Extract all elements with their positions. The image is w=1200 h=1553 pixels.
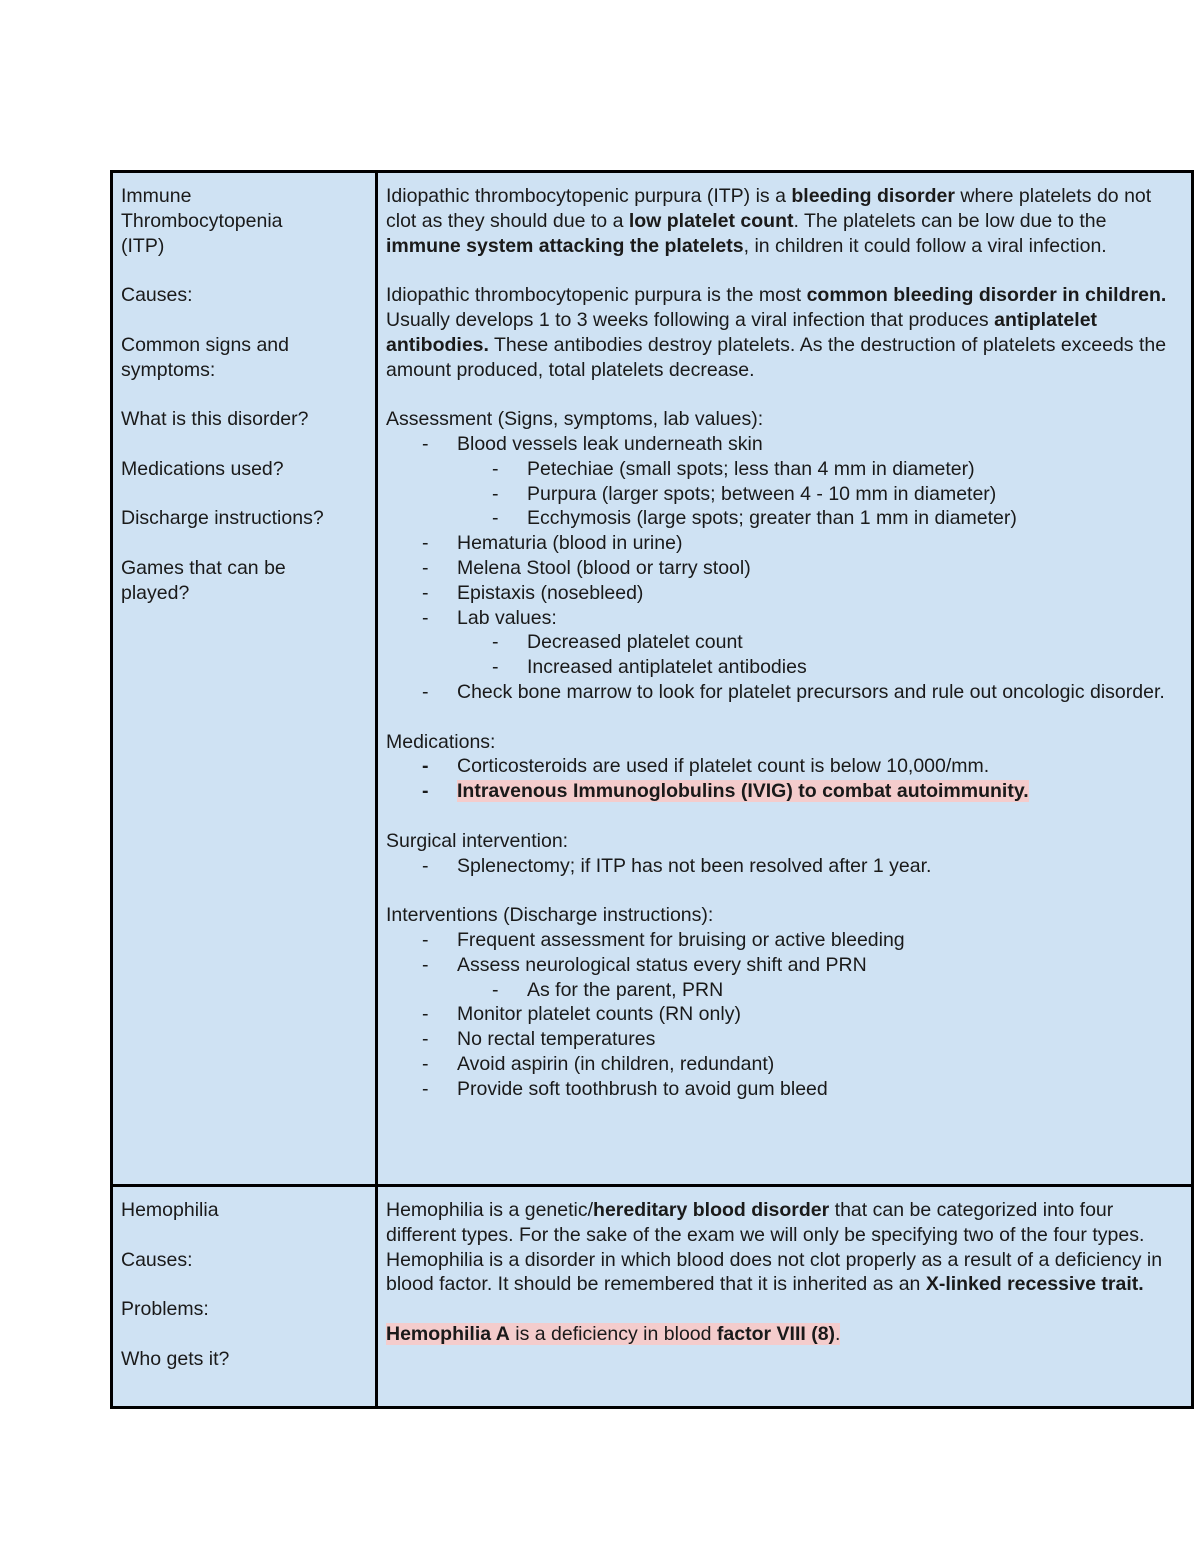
assessment-heading: Assessment (Signs, symptoms, lab values): bbox=[386, 408, 764, 431]
list-item: - Check bone marrow to look for platelet precursors and rule out oncologic disorder. bbox=[422, 680, 1165, 703]
list-item: - Splenectomy; if ITP has not been resolved after 1 year. bbox=[422, 854, 932, 877]
itp-signs-label: Common signs and symptoms: bbox=[121, 333, 289, 381]
list-item: - As for the parent, PRN bbox=[492, 978, 724, 1001]
itp-right-cell bbox=[377, 172, 1193, 1186]
disorder-table bbox=[110, 170, 1194, 1409]
interventions-heading: Interventions (Discharge instructions): bbox=[386, 904, 714, 927]
itp-what-label: What is this disorder? bbox=[121, 408, 309, 431]
table-row bbox=[112, 1186, 1193, 1408]
itp-causes-label: Causes: bbox=[121, 284, 193, 307]
list-item: - No rectal temperatures bbox=[422, 1028, 656, 1051]
itp-overview-paragraph: Idiopathic thrombocytopenic purpura is the most common bleeding disorder in children. Usually develops 1 to 3 weeks following a viral infection that produces antiplatelet antibodies. These antibodies destroy platelets. As the destruction of platelets exceeds the amount produced, total platelets decrease. bbox=[386, 284, 1167, 381]
medications-heading: Medications: bbox=[386, 730, 496, 753]
table-row bbox=[112, 172, 1193, 1186]
list-item: - Blood vessels leak underneath skin bbox=[422, 432, 763, 455]
hemophilia-a-paragraph bbox=[386, 1322, 1183, 1347]
list-item: - Hematuria (blood in urine) bbox=[422, 532, 683, 555]
list-item: - Purpura (larger spots; between 4 - 10 mm in diameter) bbox=[492, 482, 997, 505]
itp-meds-label: Medications used? bbox=[121, 457, 284, 480]
hemophilia-left-cell bbox=[112, 1186, 377, 1408]
list-item: - Frequent assessment for bruising or active bleeding bbox=[422, 928, 905, 951]
itp-discharge-label: Discharge instructions? bbox=[121, 507, 324, 530]
hemophilia-who-label: Who gets it? bbox=[121, 1347, 230, 1370]
itp-games-label: Games that can be played? bbox=[121, 556, 286, 604]
list-item: - Ecchymosis (large spots; greater than 1 mm in diameter) bbox=[492, 507, 1017, 530]
list-item: - Increased antiplatelet antibodies bbox=[492, 656, 807, 679]
hemophilia-causes-label: Causes: bbox=[121, 1248, 193, 1271]
itp-definition-paragraph: Idiopathic thrombocytopenic purpura (ITP) is a bleeding disorder where platelets do not clot as they should due to a low platelet count. The platelets can be low due to the immune system attacking the platelets, in children it could follow a viral infection. bbox=[386, 185, 1152, 257]
list-item: - Provide soft toothbrush to avoid gum bleed bbox=[422, 1077, 828, 1100]
list-item: - Petechiae (small spots; less than 4 mm in diameter) bbox=[492, 457, 975, 480]
hemophilia-right-cell bbox=[377, 1186, 1193, 1408]
itp-title: Immune Thrombocytopenia (ITP) bbox=[121, 185, 283, 257]
surgical-heading: Surgical intervention: bbox=[386, 829, 569, 852]
hemophilia-title: Hemophilia bbox=[121, 1199, 219, 1221]
hemophilia-definition-paragraph: Hemophilia is a genetic/hereditary blood disorder that can be categorized into four different types. For the sake of the exam we will only be specifying two of the four types. Hemophilia is a disorder in which blood does not clot properly as a result of a deficiency in blood factor. It should be remembered that it is inherited as an X-linked recessive trait. bbox=[386, 1199, 1163, 1296]
list-item: - Melena Stool (blood or tarry stool) bbox=[422, 556, 751, 579]
list-item: - Intravenous Immunoglobulins (IVIG) to combat autoimmunity. bbox=[422, 780, 1029, 803]
list-item: - Epistaxis (nosebleed) bbox=[422, 581, 644, 604]
list-item: - Corticosteroids are used if platelet count is below 10,000/mm. bbox=[422, 755, 990, 778]
list-item: - Lab values: bbox=[422, 606, 557, 629]
highlighted-text: Intravenous Immunoglobulins (IVIG) to combat autoimmunity. bbox=[457, 780, 1029, 803]
itp-left-cell bbox=[112, 172, 377, 1186]
list-item: - Assess neurological status every shift and PRN bbox=[422, 953, 867, 976]
highlighted-text: Hemophilia A is a deficiency in blood factor VIII (8). bbox=[386, 1322, 841, 1345]
hemophilia-problems-label: Problems: bbox=[121, 1298, 209, 1321]
list-item: - Monitor platelet counts (RN only) bbox=[422, 1003, 741, 1026]
list-item: - Decreased platelet count bbox=[492, 631, 743, 654]
list-item: - Avoid aspirin (in children, redundant) bbox=[422, 1052, 775, 1075]
